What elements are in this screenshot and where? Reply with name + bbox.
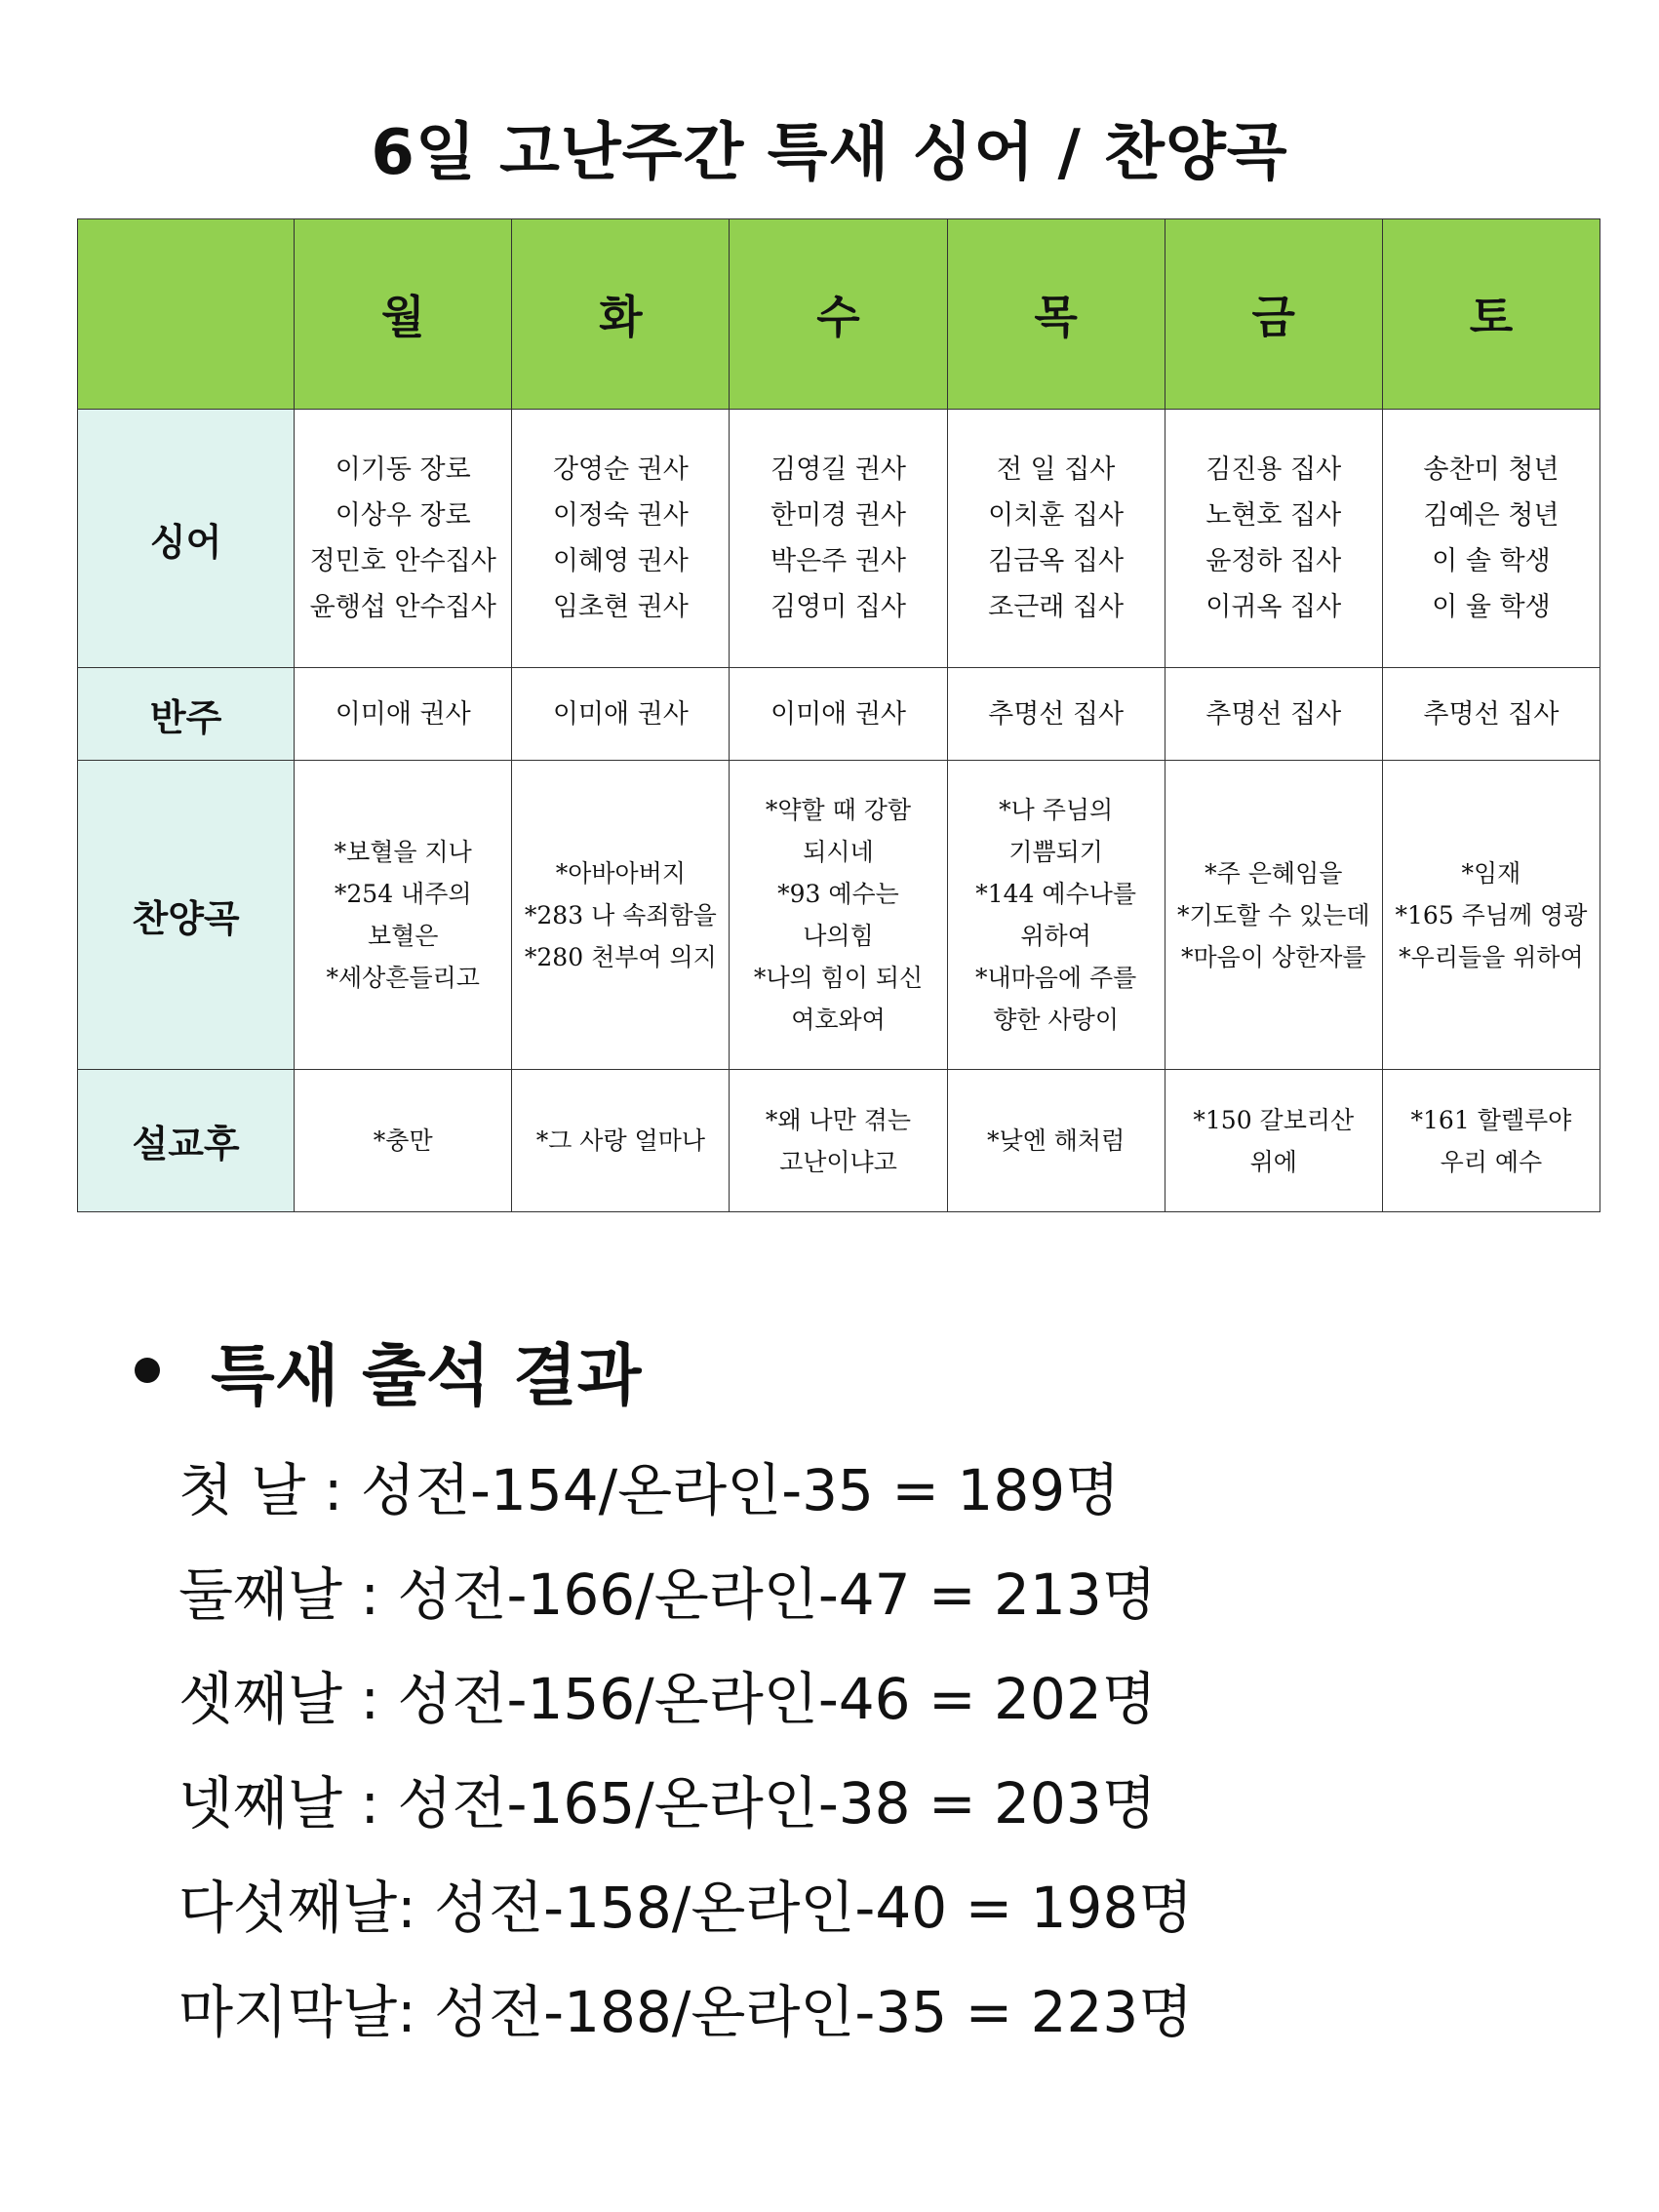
cell-line: *나의 힘이 되신 xyxy=(753,964,924,992)
after-sermon-cell xyxy=(1382,1070,1600,1212)
after-sermon-row xyxy=(78,1070,1600,1212)
hymn-cell xyxy=(1382,761,1600,1070)
singer-cell xyxy=(1165,410,1382,668)
accompanist-cell: 이미애 권사 xyxy=(730,668,947,761)
schedule-table xyxy=(77,218,1600,1212)
cell-line: *약할 때 강함 xyxy=(765,796,912,824)
day-header-sat: 토 xyxy=(1382,219,1600,410)
cell-line: 고난이냐고 xyxy=(779,1147,897,1176)
cell-line: 되시네 xyxy=(803,838,874,866)
cell-line: 이 솔 학생 xyxy=(1432,546,1551,576)
page-title: 6일 고난주간 특새 싱어 / 찬양곡 xyxy=(371,117,1288,189)
cell-line: *150 갈보리산 xyxy=(1193,1105,1355,1134)
cell-line: 이 율 학생 xyxy=(1432,592,1551,622)
cell-line: 향한 사랑이 xyxy=(993,1006,1119,1034)
day-header-fri: 금 xyxy=(1165,219,1382,410)
singer-cell xyxy=(512,410,730,668)
cell-line: *충만 xyxy=(373,1126,433,1155)
day-header-tue: 화 xyxy=(512,219,730,410)
cell-line: *165 주님께 영광 xyxy=(1395,900,1588,929)
day-header-mon: 월 xyxy=(295,219,512,410)
row-label-after-sermon: 설교후 xyxy=(78,1070,295,1212)
after-sermon-cell xyxy=(947,1070,1165,1212)
accompanist-cell: 추명선 집사 xyxy=(947,668,1165,761)
cell-line: *내마음에 주를 xyxy=(974,964,1137,992)
cell-line: 이상우 장로 xyxy=(335,500,471,531)
cell-line: *낮엔 해처럼 xyxy=(987,1126,1126,1155)
attendance-line: 다섯째날: 성전-158/온라인-40 = 198명 xyxy=(178,1875,1194,1941)
cell-line: *아바아버지 xyxy=(555,858,686,888)
attendance-heading xyxy=(135,1326,641,1414)
header-corner-cell xyxy=(78,219,295,410)
cell-line: 윤정하 집사 xyxy=(1205,546,1342,576)
cell-line: 위에 xyxy=(1249,1147,1297,1176)
cell-line: 보혈은 xyxy=(367,922,439,950)
after-sermon-cell xyxy=(1165,1070,1382,1212)
cell-line: 김진용 집사 xyxy=(1205,454,1342,485)
cell-line: 강영순 권사 xyxy=(552,454,689,485)
singer-row xyxy=(78,410,1600,668)
cell-line: *280 천부여 의지 xyxy=(524,942,717,971)
cell-line: 김예은 청년 xyxy=(1423,500,1560,531)
cell-line: 위하여 xyxy=(1020,922,1091,950)
accompanist-cell: 이미애 권사 xyxy=(512,668,730,761)
hymn-row xyxy=(78,761,1600,1070)
cell-line: *254 내주의 xyxy=(334,880,472,908)
cell-line: 이정숙 권사 xyxy=(552,500,689,531)
after-sermon-cell xyxy=(512,1070,730,1212)
cell-line: 임초현 권사 xyxy=(552,592,689,622)
cell-line: *세상흔들리고 xyxy=(326,964,480,992)
table-header-row xyxy=(78,219,1600,410)
row-label-singer: 싱어 xyxy=(78,410,295,668)
attendance-list xyxy=(178,1439,1193,2065)
hymn-cell xyxy=(295,761,512,1070)
cell-line: 노현호 집사 xyxy=(1205,500,1342,531)
cell-line: *보혈을 지나 xyxy=(334,838,472,866)
cell-line: *임재 xyxy=(1461,858,1521,888)
attendance-title: 특새 출석 결과 xyxy=(211,1337,642,1415)
cell-line: *나 주님의 xyxy=(999,796,1114,824)
cell-line: *기도할 수 있는데 xyxy=(1177,900,1370,929)
cell-line: *마음이 상한자를 xyxy=(1181,942,1366,971)
cell-line: *왜 나만 겪는 xyxy=(765,1105,912,1134)
day-header-thu: 목 xyxy=(947,219,1165,410)
cell-line: 기쁨되기 xyxy=(1008,838,1103,866)
singer-cell xyxy=(947,410,1165,668)
cell-line: 김영미 집사 xyxy=(770,592,906,622)
attendance-line: 마지막날: 성전-188/온라인-35 = 223명 xyxy=(178,1979,1194,2045)
cell-line: 박은주 권사 xyxy=(770,546,906,576)
hymn-cell xyxy=(947,761,1165,1070)
day-header-wed: 수 xyxy=(730,219,947,410)
bullet-icon xyxy=(135,1358,160,1383)
cell-line: 이기동 장로 xyxy=(335,454,471,485)
cell-line: 송찬미 청년 xyxy=(1423,454,1560,485)
attendance-line: 셋째날 : 성전-156/온라인-46 = 202명 xyxy=(178,1666,1157,1732)
cell-line: 나의힘 xyxy=(803,922,874,950)
cell-line: 김금옥 집사 xyxy=(988,546,1125,576)
accompanist-row xyxy=(78,668,1600,761)
cell-line: 이귀옥 집사 xyxy=(1205,592,1342,622)
cell-line: 김영길 권사 xyxy=(770,454,906,485)
cell-line: *161 할렐루야 xyxy=(1410,1105,1572,1134)
cell-line: 전 일 집사 xyxy=(996,454,1116,485)
row-label-hymn: 찬양곡 xyxy=(78,761,295,1070)
cell-line: 한미경 권사 xyxy=(770,500,906,531)
cell-line: *144 예수나를 xyxy=(975,880,1137,908)
cell-line: 이치훈 집사 xyxy=(988,500,1125,531)
hymn-cell xyxy=(730,761,947,1070)
hymn-cell xyxy=(512,761,730,1070)
attendance-line: 첫 날 : 성전-154/온라인-35 = 189명 xyxy=(178,1457,1121,1523)
cell-line: *우리들을 위하여 xyxy=(1399,942,1584,971)
after-sermon-cell xyxy=(730,1070,947,1212)
singer-cell xyxy=(1382,410,1600,668)
cell-line: *283 나 속죄함을 xyxy=(524,900,717,929)
cell-line: 조근래 집사 xyxy=(988,592,1125,622)
accompanist-cell: 이미애 권사 xyxy=(295,668,512,761)
cell-line: 이혜영 권사 xyxy=(552,546,689,576)
cell-line: *그 사랑 얼마나 xyxy=(535,1126,705,1155)
after-sermon-cell xyxy=(295,1070,512,1212)
cell-line: *93 예수는 xyxy=(777,880,899,908)
cell-line: 정민호 안수집사 xyxy=(309,546,496,576)
singer-cell xyxy=(730,410,947,668)
row-label-accompanist: 반주 xyxy=(78,668,295,761)
cell-line: 여호와여 xyxy=(791,1006,886,1034)
singer-cell xyxy=(295,410,512,668)
attendance-line: 넷째날 : 성전-165/온라인-38 = 203명 xyxy=(178,1770,1157,1837)
hymn-cell xyxy=(1165,761,1382,1070)
cell-line: *주 은혜임을 xyxy=(1205,858,1343,888)
accompanist-cell: 추명선 집사 xyxy=(1382,668,1600,761)
accompanist-cell: 추명선 집사 xyxy=(1165,668,1382,761)
attendance-line: 둘째날 : 성전-166/온라인-47 = 213명 xyxy=(178,1561,1157,1628)
cell-line: 우리 예수 xyxy=(1440,1147,1543,1176)
cell-line: 윤행섭 안수집사 xyxy=(309,592,496,622)
